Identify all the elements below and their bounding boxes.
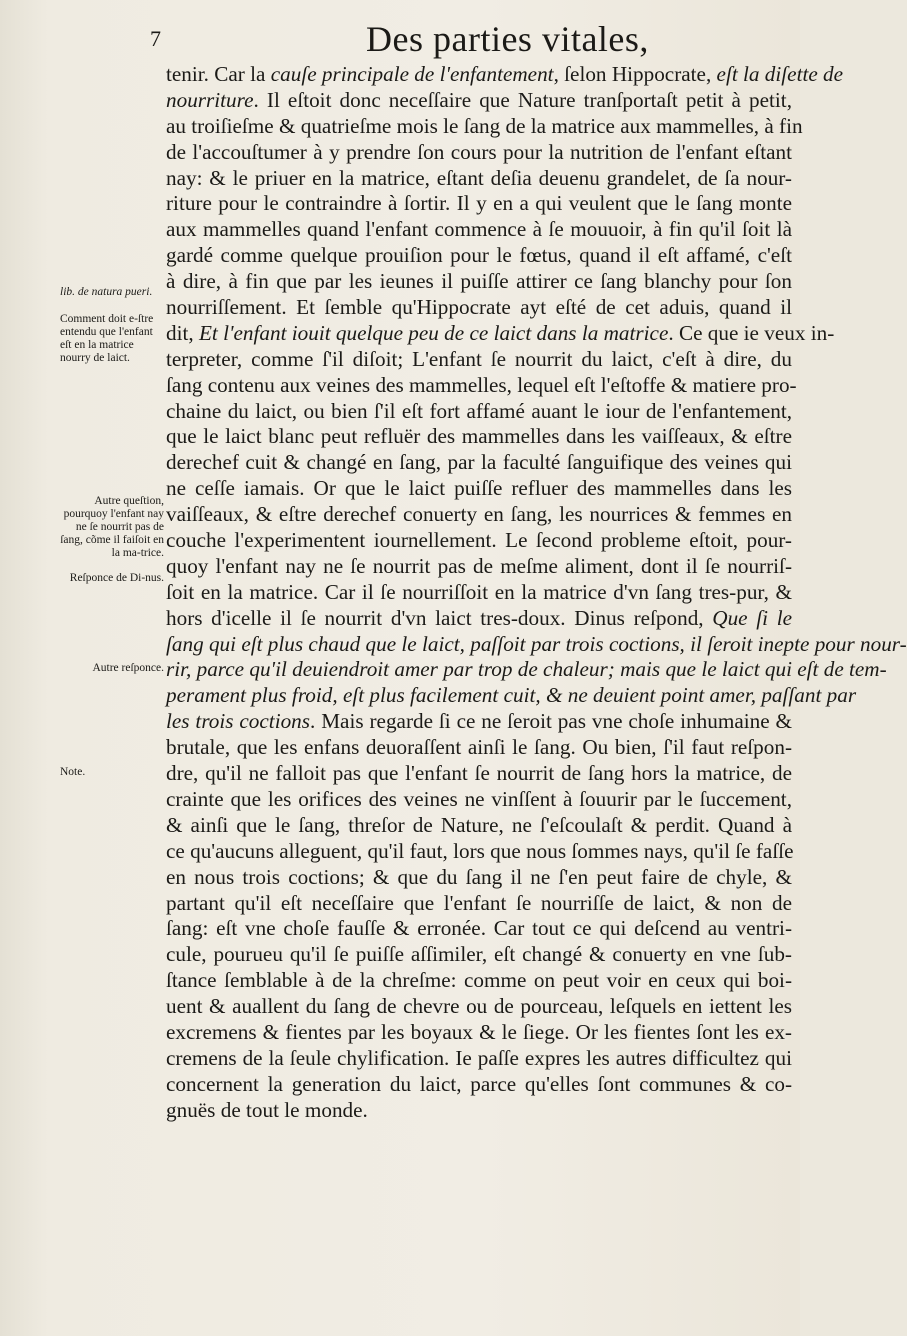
italic-segment: les trois coctions [166,709,311,734]
text-segment: chaine du laict, ou bien ſ'il eſt fort affamé auant le iour de l'enfantement, [166,398,792,423]
text-segment: au troiſieſme & quatrieſme mois le ſang de la matrice aux mammelles, à fin [166,113,803,138]
text-line [166,347,792,373]
text-line [166,709,792,735]
text-segment: vaiſſeaux, & eſtre derechef conuerty en ſang, les nourrices & femmes en [166,502,792,527]
text-segment: quoy l'enfant nay ne ſe nourrit pas de meſme aliment, dont il ſe nourriſ- [166,553,792,578]
text-line [166,683,857,709]
text-line [166,1072,792,1098]
text-segment: riture pour le contraindre à ſortir. Il y en a qui veulent que le ſang monte [166,191,792,216]
text-line [166,140,792,166]
text-line [166,891,792,917]
text-line [166,994,792,1020]
text-segment: & ainſi que le ſang, threſor de Nature, ne ſ'eſcoulaſt & perdit. Quand à [166,812,792,837]
text-line [166,916,792,942]
text-segment: ce qu'aucuns alleguent, qu'il faut, lors que nous ſommes nays, qu'il ſe faſſe [166,838,794,863]
text-line [166,320,835,347]
text-line [166,372,797,399]
text-segment: aux mammelles quand l'enfant commence à ſe mouuoir, à fin qu'il ſoit là [166,217,792,242]
text-line [166,476,792,502]
text-line [166,88,792,114]
text-line [166,761,792,787]
folio-number: 7 [150,26,161,51]
text-segment: hors d'icelle il ſe nourrit d'vn laict tres-doux. Dinus reſpond, [166,605,713,630]
text-line [166,243,792,269]
text-line [166,528,792,554]
text-segment: ſoit en la matrice. Car il ſe nourriſſoit en la matrice d'vn ſang tres-pur, & [166,579,792,604]
margin-note-autre-question: Autre queſtion, pourquoy l'enfant nay ne ſe nourrit pas de ſang, cõme il faiſoit en la ma-trice. [60,495,164,559]
text-line [166,787,792,813]
text-line [166,968,792,994]
text-segment: de l'accouſtumer à y prendre ſon cours pour la nutrition de l'enfant eſtant [166,139,792,164]
text-segment: ſang contenu aux veines des mammelles, lequel eſt l'eſtoffe & matiere pro- [166,372,797,397]
text-segment: ne ceſſe iamais. Or que le laict puiſſe refluer des mammelles dans les [166,476,792,501]
text-segment: . Ce que ie veux in- [668,320,835,345]
main-text-block [166,62,907,1124]
text-segment: partant qu'il eſt neceſſaire que l'enfant ſe nourriſſe de laict, & non de [166,890,792,915]
margin-notes [0,0,164,1336]
text-line [166,295,792,321]
text-segment: concernent la generation du laict, parce qu'elles ſont communes & co- [166,1071,792,1096]
text-segment: crainte que les orifices des veines ne vinſſent à ſouurir par le ſuccement, [166,786,792,811]
text-segment: à dire, à fin que par les ieunes il puiſſe attirer ce ſang blanchy pour ſon [166,269,792,294]
text-segment: tenir. Car la [166,62,271,86]
text-segment: nourriſſement. Et ſemble qu'Hippocrate ayt eſté de cet aduis, quand il [166,295,792,320]
text-line [166,813,792,839]
text-segment: ſang: eſt vne choſe fauſſe & erronée. Car tout ce qui deſcend au ventri- [166,916,792,941]
text-line [166,942,792,968]
margin-note-comment: Comment doit e-ſtre entendu que l'enfant eſt en la matrice nourry de laict. [60,313,154,364]
text-line [166,631,907,658]
text-segment: derechef cuit & changé en ſang, par la faculté ſanguifique des veines qui [166,450,792,475]
text-segment: uent & auallent du ſang de chevre ou de pourceau, leſquels en iettent les [166,994,792,1019]
text-line [166,217,792,243]
margin-note-responce-dinus: Reſponce de Di-nus. [69,572,164,584]
margin-note-lib: lib. de natura pueri. [60,286,153,298]
text-line [166,62,844,88]
text-segment: cremens de la ſeule chylification. Ie paſſe expres les autres difficultez qui [166,1045,792,1070]
text-line [166,502,792,528]
text-segment: gnuës de tout le monde. [166,1097,368,1122]
italic-segment: cauſe principale de l'enfantement [270,62,554,86]
italic-segment: rir, parce qu'il deuiendroit amer par trop de chaleur; mais que le laict qui eſt de tem- [166,657,887,682]
text-segment: dit, [166,320,199,345]
text-line [166,865,792,891]
running-head: Des parties vitales, [366,19,649,59]
text-line [166,606,792,632]
text-line [166,1020,792,1046]
text-segment: , ſelon Hippocrate, [553,62,717,86]
text-segment: dre, qu'il ne falloit pas que l'enfant ſe nourrit de ſang hors la matrice, de [166,761,792,786]
italic-segment: Que ſi le [712,605,792,630]
text-line [166,554,792,580]
text-segment: . Il eſtoit donc neceſſaire que Nature tranſportaſt petit à petit, [253,87,792,112]
text-segment: couche l'experimentent iournellement. Le ſecond probleme eſtoit, pour- [166,528,792,553]
text-line [166,450,792,476]
text-segment: brutale, que les enfans deuoraſſent ainſi le ſang. Ou bien, ſ'il faut reſpon- [166,735,792,760]
text-line [166,580,792,606]
text-line [166,191,792,217]
text-line [166,657,887,683]
text-line [166,1098,792,1124]
text-line [166,1046,792,1072]
text-line [166,839,792,865]
text-line [166,424,792,450]
text-line [166,166,792,192]
text-segment: ſtance ſemblable à de la chreſme: comme on peut voir en ceux qui boi- [166,968,792,993]
margin-note-note: Note. [60,766,86,778]
text-line [166,113,803,140]
italic-segment: perament plus froid, eſt plus facilement cuit, & ne deuient point amer, paſſant par [166,683,857,708]
text-segment: cule, pourueu qu'il ſe puiſſe aſſimiler, eſt changé & conuerty en vne ſub- [166,942,792,967]
text-segment: terpreter, comme ſ'il diſoit; L'enfant ſe nourrit du laict, c'eſt à dire, du [166,346,792,371]
text-segment: nay: & le priuer en la matrice, eſtant deſia deuenu grandelet, de ſa nour- [166,165,792,190]
text-segment: que le laict blanc peut refluër des mammelles dans les vaiſſeaux, & eſtre [166,424,792,449]
italic-segment: Et l'enfant iouit quelque peu de ce laict dans la matrice [198,320,669,345]
italic-segment: ſang qui eſt plus chaud que le laict, paſſoit par trois coctions, il ſeroit inepte pour nour- [166,631,907,656]
text-segment: en nous trois coctions; & que du ſang il ne ſ'en peut faire de chyle, & [166,864,792,889]
text-line [166,735,792,761]
text-segment: gardé comme quelque prouiſion pour le fœtus, quand il eſt affamé, c'eſt [166,243,792,268]
italic-segment: eſt la diſette de [716,62,844,86]
text-segment: . Mais regarde ſi ce ne ſeroit pas vne choſe inhumaine & [310,709,793,734]
italic-segment: nourriture [166,87,254,112]
text-line [166,269,792,295]
text-line [166,399,792,425]
margin-note-autre-responce: Autre reſponce. [92,662,164,674]
text-segment: excremens & fientes par les boyaux & le ſiege. Or les fientes ſont les ex- [166,1019,792,1044]
